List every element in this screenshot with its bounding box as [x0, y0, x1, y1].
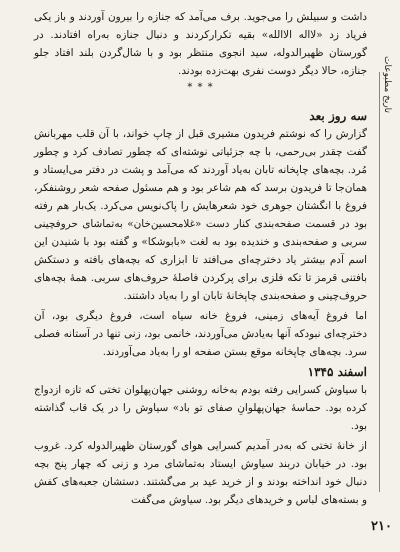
section2-paragraph-1: با سیاوش کسرایی رفته بودم به‌خانه روشنی جهان‌پهلوان تختی که تازه ازدواج کرده بود. حماسهٔ جهان‌پهلوانِ صفای تو باد» سیاوش را در یک قاب گذاشته بود. — [34, 384, 367, 432]
section-heading-esfand: اسفند ۱۳۴۵ — [307, 365, 367, 379]
section-separator: * * * — [187, 82, 214, 93]
text-column — [34, 8, 367, 511]
section1-paragraph-2: اما فروغ آیه‌های زمینی، فروغ خانه سیاه است، فروغ دیگری بود، آن دخترچه‌ای نبودکه آنها به‌یادش می‌آوردند، خانمی بود، زنی تنها در آستانه فصلی سرد. بچه‌های چاپخانه موقع بستن صفحه او را به‌یاد می‌آوردند. — [34, 310, 367, 358]
page-gutter — [370, 0, 400, 552]
section1-paragraph-1: گزارش را که نوشتم فریدون مشیری قبل از چاپ خواند، با آن قلب مهربانش گفت چقدر بی‌رحمی، با چه جزئیاتی نوشته‌ای که چطور تصادف کرد و چطور مُرد. بچه‌های چاپخانه تابان به‌یاد آوردند که می‌آمد و پشت در دفتر می‌ایستاد و همان‌جا تا فریدون برسد که هم شاعر بود و هم مسئول صفحه شعر روشنفکر، فروغ با انگشتان جوهری خود شعرهایش را پاک‌نویس می‌کرد. یک‌بار هم رفته بود در قسمت صفحه‌بندی کنار دست «غلامحسین‌خان» به‌تماشای حروفچینی سربی و صفحه‌بندی و خندیده بود به لغت «بابوشکا» و گفته بود با شنیدن این اسم آدم بیشتر یاد دخترچه‌ای می‌افتد تا ابزاری که بچه‌های بافته و دستکش بافتنی قرمز تا تکه فلزی برای پرکردن فاصلهٔ حروف‌های سربی. همهٔ بچه‌های حروف‌چینی و صفحه‌بندی چاپخانهٔ تابان او را به‌یاد داشتند. — [34, 128, 367, 302]
margin-rule — [379, 72, 380, 492]
section2-paragraph-2: از خانهٔ تختی که به‌در آمدیم کسرایی هوای گورستان ظهیرالدوله کرد. غروب بود. در خیابان دربند سیاوش ایستاد به‌تماشای مرد و زنی که چهار پنج بچه دنبال خود انداخته بودند و از خرید عید بر می‌گشتند. دستشان جعبه‌های کفش و بسته‌های لباس و خریدهای دیگر بود. سیاوش می‌گفت — [34, 440, 367, 506]
section-heading-three-days-later: سه روز بعد — [309, 109, 367, 123]
page-number: ۲۱۰ — [371, 519, 392, 534]
running-title: تاریخ مطبوعات — [382, 56, 392, 113]
intro-paragraph: داشت و سبیلش را می‌جوید. برف می‌آمد که جنازه را بیرون آوردند و باز یکی فریاد زد «لااله الاالله» بقیه تکرارکردند و دنبال جنازه به‌راه افتادند. در گورستان ظهیرالدوله، سید انجوی منتظر بود و با شال‌گردن بلند افتاد جلو جنازه، حالا دیگر دوست نفری بهت‌زده بودند. — [34, 11, 367, 77]
